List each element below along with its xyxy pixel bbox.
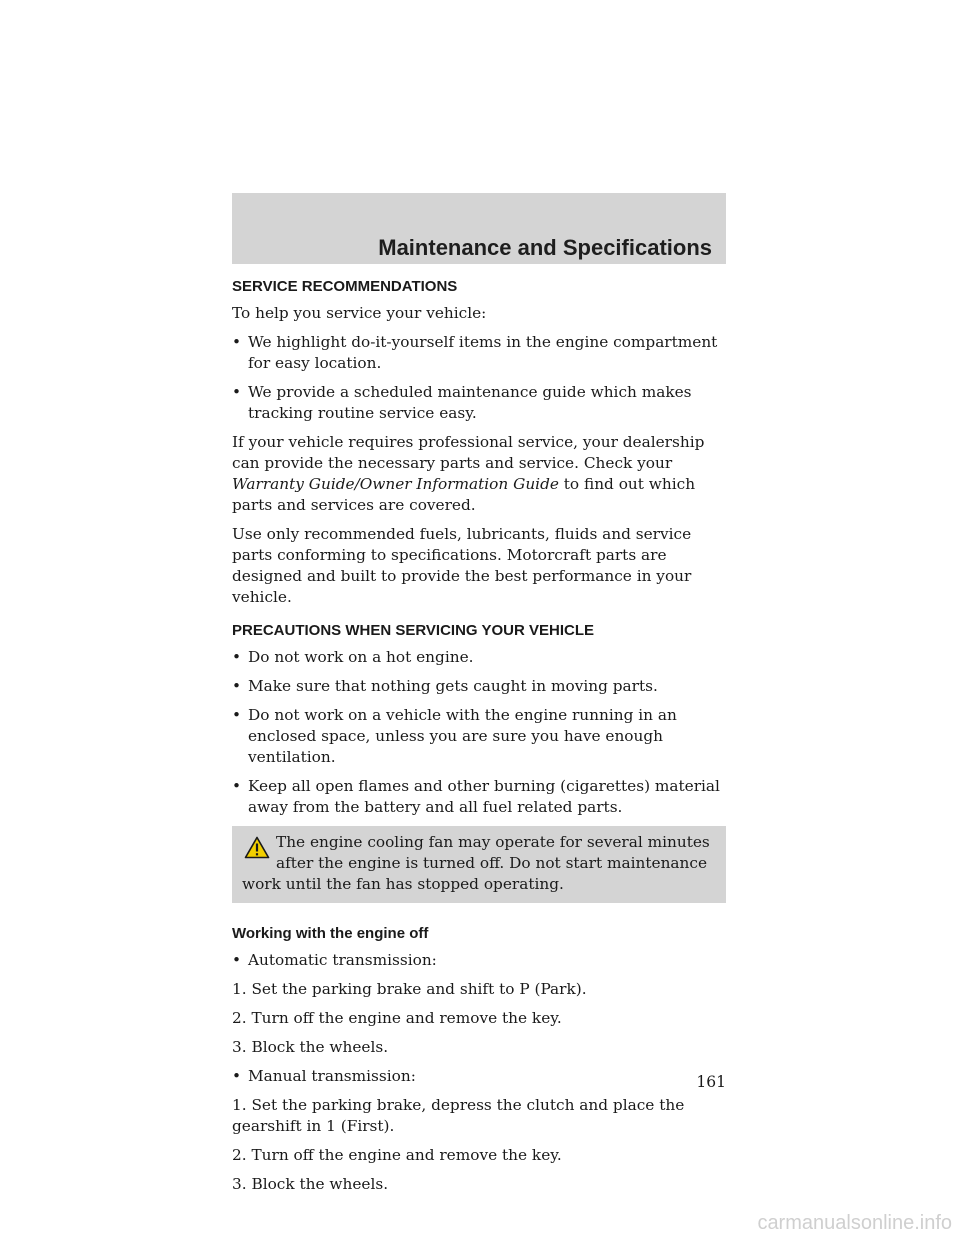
manual-transmission-label: Manual transmission: [248,1067,416,1085]
bullet-icon: • [232,706,242,724]
paragraph-text: If your vehicle requires professional service, your dealership can provide the necessary parts and service. Check your [232,433,705,472]
bullet-icon: • [232,648,242,666]
service-intro: To help you service your vehicle: [232,304,487,322]
list-item-text: Keep all open flames and other burning (cigarettes) material away from the battery and all fuel related parts. [248,777,720,816]
section-title: Maintenance and Specifications [378,235,712,260]
bullet-icon: • [232,333,242,351]
warranty-guide-reference: Warranty Guide/Owner Information Guide [232,475,559,493]
automatic-transmission-label: Automatic transmission: [248,951,437,969]
engine-off-heading: Working with the engine off [232,925,429,942]
bullet-icon: • [232,951,242,969]
list-item-text: We provide a scheduled maintenance guide which makes tracking routine service easy. [248,383,692,422]
list-item [232,647,726,668]
service-paragraph-warranty [232,432,726,516]
step-item: 2. Turn off the engine and remove the key. [232,1009,562,1027]
list-item-text: Do not work on a vehicle with the engine running in an enclosed space, unless you are sure you have enough ventilation. [248,706,677,766]
step-item: 2. Turn off the engine and remove the key. [232,1146,562,1164]
step-item: 3. Block the wheels. [232,1175,389,1193]
list-item [232,382,726,424]
list-item-text: We highlight do-it-yourself items in the engine compartment for easy location. [248,333,718,372]
page-content [232,276,726,1203]
precautions-heading: PRECAUTIONS WHEN SERVICING YOUR VEHICLE [232,622,594,639]
list-item [232,332,726,374]
paragraph-text: to find out which parts and services are covered. [232,475,696,514]
list-item [232,705,726,768]
warning-text: The engine cooling fan may operate for several minutes after the engine is turned off. Do not start maintenance work until the fan has stopped operating. [242,833,710,893]
list-item-text: Make sure that nothing gets caught in moving parts. [248,677,658,695]
list-item [232,776,726,818]
list-item [232,950,726,971]
footer-watermark: carmanualsonline.info [757,1212,952,1234]
step-item: 1. Set the parking brake and shift to P (Park). [232,980,587,998]
warning-icon-spacer [242,832,276,872]
service-paragraph-parts: Use only recommended fuels, lubricants, fluids and service parts conforming to specifications. Motorcraft parts are designed and built to provide the best performance in your vehicle. [232,525,692,606]
bullet-icon: • [232,1067,242,1085]
step-item: 3. Block the wheels. [232,1038,389,1056]
bullet-icon: • [232,777,242,795]
list-item [232,676,726,697]
page-number: 161 [696,1073,726,1091]
list-item [232,1066,726,1087]
list-item-text: Do not work on a hot engine. [248,648,474,666]
bullet-icon: • [232,677,242,695]
section-header-band [232,193,726,264]
bullet-icon: • [232,383,242,401]
warning-box [232,826,726,903]
service-heading: SERVICE RECOMMENDATIONS [232,278,458,295]
step-item: 1. Set the parking brake, depress the clutch and place the gearshift in 1 (First). [232,1096,685,1135]
